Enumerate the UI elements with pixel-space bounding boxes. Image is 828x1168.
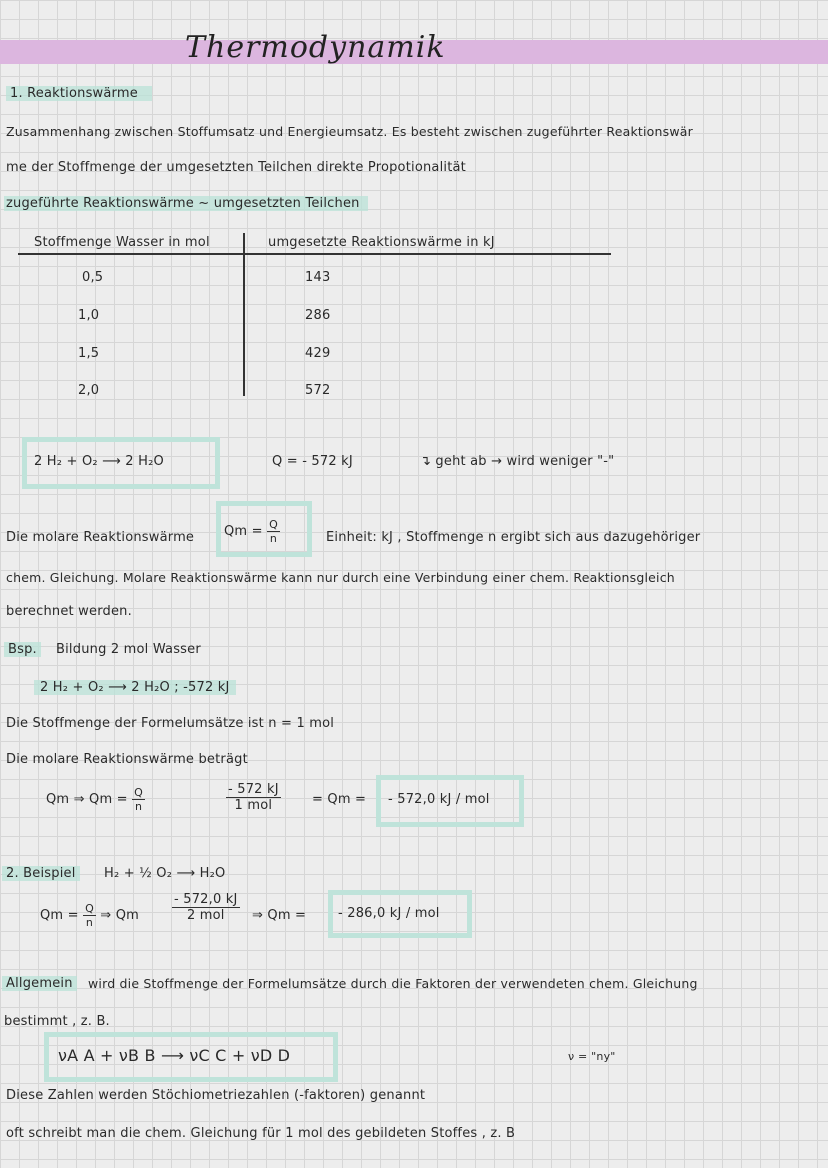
calc-2-arrow: ⇒ Qm = [252, 908, 307, 923]
result-2: - 286,0 kJ / mol [338, 906, 440, 921]
table-column-divider [243, 233, 245, 396]
molar-formula: Qm = $\frac{Q}{n}$ [224, 518, 278, 545]
example-2-label: 2. Beispiel [2, 866, 80, 881]
table-header-amount: Stoffmenge Wasser in mol [34, 235, 210, 250]
table-cell: 1,0 [78, 308, 100, 323]
table-cell: 286 [305, 308, 331, 323]
calc-2-value: $\frac{- 572,0 kJ}{\text{2 mol}}$ [174, 892, 238, 923]
general-highlight: Allgemein [2, 976, 77, 991]
page-title: Thermodynamik [185, 30, 446, 65]
table-cell: 2,0 [78, 383, 100, 398]
formel-text: Die Stoffmenge der Formelumsätze ist n = 1 mol [6, 716, 335, 731]
intro-line-2: me der Stoffmenge der umgesetzten Teilchen direkte Propotionalität [6, 160, 466, 175]
table-divider [18, 253, 611, 255]
example-2-equation: H₂ + ½ O₂ ⟶ H₂O [104, 866, 226, 881]
relation-line: zugeführte Reaktionswärme ~ umgesetzten Teilchen [4, 196, 368, 211]
result-1: - 572,0 kJ / mol [388, 792, 490, 807]
calc-1-lhs: Qm ⇒ Qm = $\frac{Q}{n}$ [46, 786, 143, 813]
table-cell: 429 [305, 346, 331, 361]
calc-1-value: $\frac{- 572 kJ}{\text{1 mol}}$ [228, 782, 279, 813]
molar-text: Die molare Reaktionswärme beträgt [6, 752, 248, 767]
table-header-heat: umgesetzte Reaktionswärme in kJ [268, 235, 495, 250]
reaction-equation: 2 H₂ + O₂ ⟶ 2 H₂O [34, 454, 164, 469]
intro-line-1: Zusammenhang zwischen Stoffumsatz und Energieumsatz. Es besteht zwischen zugeführter Reaktionswär [6, 124, 693, 139]
molar-unit-text: Einheit: kJ , Stoffmenge n ergibt sich aus dazugehöriger [326, 530, 701, 545]
table-cell: 1,5 [78, 346, 100, 361]
table-cell: 0,5 [82, 270, 104, 285]
example-title: Bildung 2 mol Wasser [56, 642, 201, 657]
calc-1-eq: = Qm = [312, 792, 367, 807]
heat-value: Q = - 572 kJ [272, 454, 353, 469]
table-cell: 143 [305, 270, 331, 285]
example-equation: 2 H₂ + O₂ ⟶ 2 H₂O ; -572 kJ [34, 680, 236, 695]
nu-note: ν = "ny" [568, 1050, 616, 1063]
calc-2-lhs: Qm = $\frac{Q}{n}$ ⇒ Qm [40, 902, 140, 929]
general-equation: νA A + νB B ⟶ νC C + νD D [58, 1046, 291, 1065]
molar-prefix: Die molare Reaktionswärme [6, 530, 195, 545]
molar-line-2: chem. Gleichung. Molare Reaktionswärme kann nur durch eine Verbindung einer chem. Reaktionsgleich [6, 570, 675, 585]
molar-line-3: berechnet werden. [6, 604, 132, 619]
general-line-1: wird die Stoffmenge der Formelumsätze durch die Faktoren der verwendeten chem. Gleichung [88, 976, 698, 991]
general-line-4: oft schreibt man die chem. Gleichung für 1 mol des gebildeten Stoffes , z. B [6, 1126, 516, 1141]
example-label: Bsp. [4, 642, 41, 657]
section-heading: 1. Reaktionswärme [6, 86, 152, 101]
general-line-3: Diese Zahlen werden Stöchiometriezahlen (-faktoren) genannt [6, 1088, 426, 1103]
general-line-2: bestimmt , z. B. [4, 1014, 110, 1029]
heat-note: ↴ geht ab → wird weniger "-" [420, 454, 615, 469]
table-cell: 572 [305, 383, 331, 398]
